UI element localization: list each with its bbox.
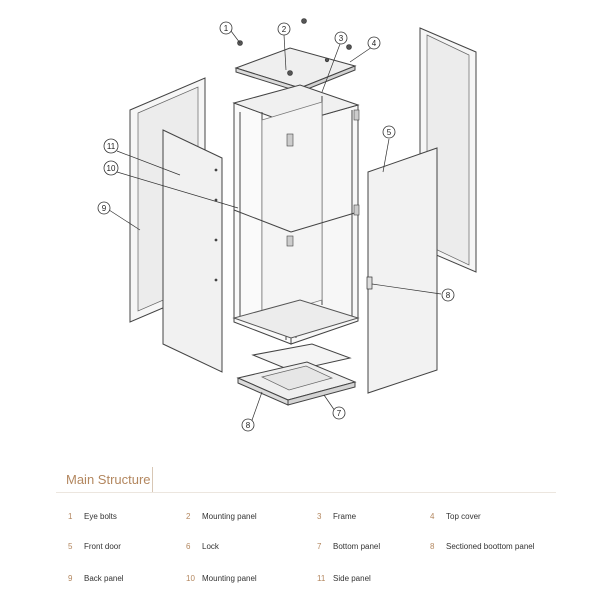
legend-num: 5 <box>68 542 73 551</box>
legend-label: Lock <box>202 542 219 551</box>
bottom-panels-drawing <box>238 344 355 405</box>
legend-label: Mounting panel <box>202 574 257 583</box>
frame-drawing <box>234 85 359 344</box>
legend-num: 2 <box>186 512 191 521</box>
section-title: Main Structure <box>66 472 151 487</box>
legend-num: 9 <box>68 574 73 583</box>
legend-item-1 <box>68 512 117 521</box>
legend-num: 7 <box>317 542 322 551</box>
legend-item-8 <box>430 542 535 551</box>
legend-item-3 <box>317 512 356 521</box>
callout-7: 7 <box>336 409 342 418</box>
top-cover-drawing <box>236 48 355 92</box>
callout-9: 9 <box>101 204 107 213</box>
callout-5: 5 <box>386 128 392 137</box>
legend-num: 4 <box>430 512 435 521</box>
legend-item-11 <box>317 574 371 583</box>
legend-label: Side panel <box>333 574 371 583</box>
side-panel-drawing <box>163 130 222 372</box>
front-door-drawing <box>367 148 437 393</box>
callout-8-bottom: 8 <box>245 421 251 430</box>
legend-item-2 <box>186 512 257 521</box>
callout-3: 3 <box>338 34 344 43</box>
legend-item-5 <box>68 542 121 551</box>
legend-num: 6 <box>186 542 191 551</box>
legend-num: 1 <box>68 512 73 521</box>
legend-item-10 <box>186 574 257 583</box>
callout-1: 1 <box>223 24 229 33</box>
section-divider <box>56 492 556 493</box>
legend-num: 11 <box>317 574 326 583</box>
legend-num: 10 <box>186 574 195 583</box>
callout-10: 10 <box>106 164 116 173</box>
legend-item-9 <box>68 574 124 583</box>
legend-item-7 <box>317 542 380 551</box>
legend-num: 3 <box>317 512 322 521</box>
legend-label: Back panel <box>84 574 124 583</box>
legend-item-6 <box>186 542 219 551</box>
callout-11: 11 <box>106 142 116 151</box>
legend-label: Frame <box>333 512 357 521</box>
legend-num: 8 <box>430 542 435 551</box>
legend-label: Top cover <box>446 512 481 521</box>
legend-label: Sectioned boottom panel <box>446 542 535 551</box>
callout-2: 2 <box>281 25 287 34</box>
legend-label: Mounting panel <box>202 512 257 521</box>
legend-label: Eye bolts <box>84 512 117 521</box>
callout-4: 4 <box>371 39 377 48</box>
parts-legend <box>0 500 600 600</box>
legend-label: Bottom panel <box>333 542 381 551</box>
legend-label: Front door <box>84 542 121 551</box>
callout-8-lock: 8 <box>445 291 451 300</box>
legend-item-4 <box>430 512 481 521</box>
